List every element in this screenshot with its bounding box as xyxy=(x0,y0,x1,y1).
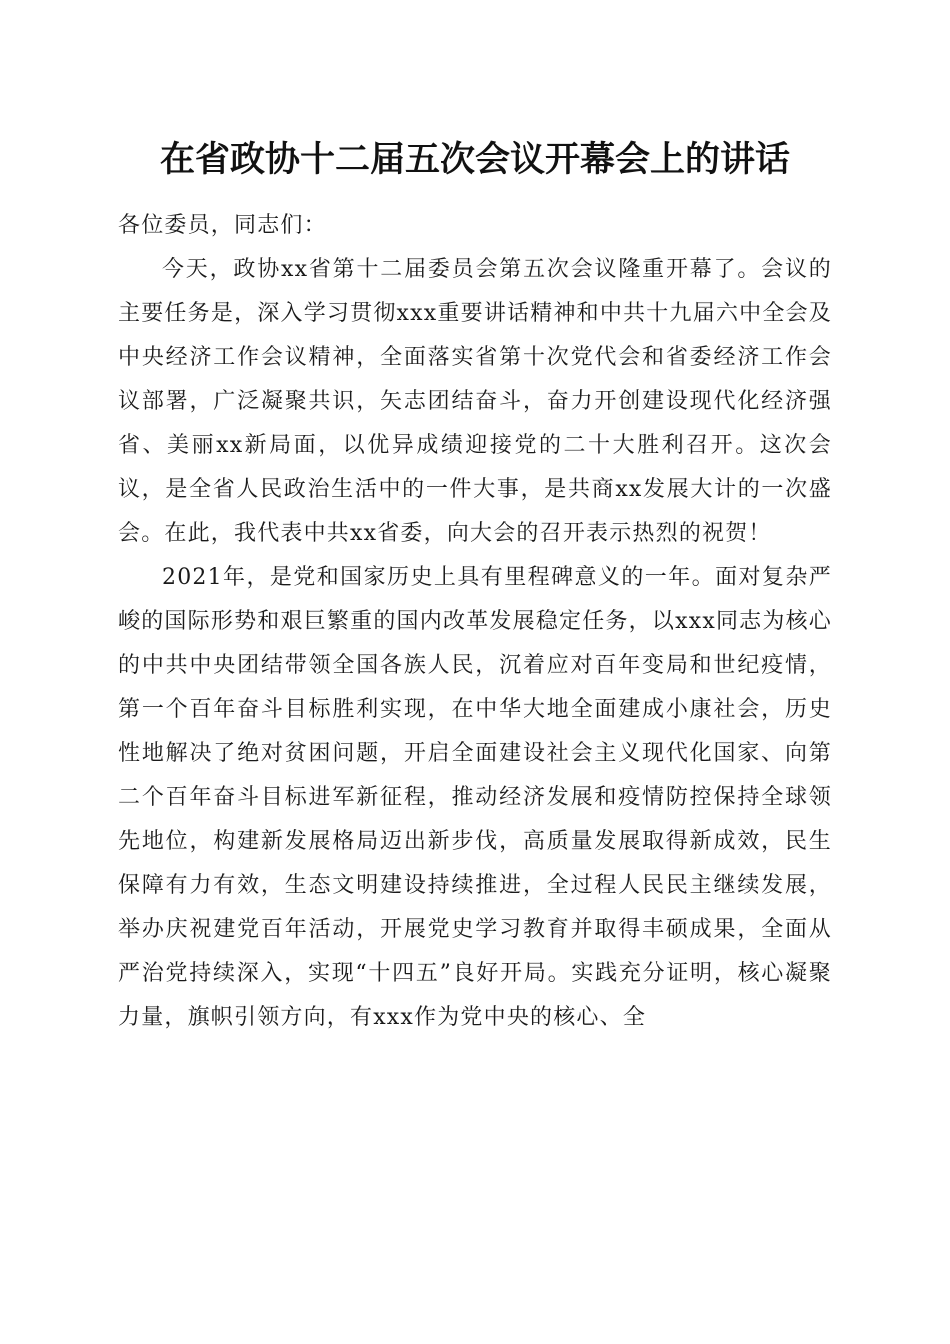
paragraph-2: 2021年，是党和国家历史上具有里程碑意义的一年。面对复杂严峻的国际形势和艰巨繁重的国内改革发展稳定任务，以xxx同志为核心的中共中央团结带领全国各族人民，沉着应对百年变局和世纪疫情，第一个百年奋斗目标胜利实现，在中华大地全面建成小康社会，历史性地解决了绝对贫困问题，开启全面建设社会主义现代化国家、向第二个百年奋斗目标进军新征程，推动经济发展和疫情防控保持全球领先地位，构建新发展格局迈出新步伐，高质量发展取得新成效，民生保障有力有效，生态文明建设持续推进，全过程人民民主继续发展，举办庆祝建党百年活动，开展党史学习教育并取得丰硕成果，全面从严治党持续深入，实现“十四五”良好开局。实践充分证明，核心凝聚力量，旗帜引领方向，有xxx作为党中央的核心、全 xyxy=(118,565,832,1030)
paragraph-1: 今天，政协xx省第十二届委员会第五次会议隆重开幕了。会议的主要任务是，深入学习贯彻xxx重要讲话精神和中共十九届六中全会及中央经济工作会议精神，全面落实省第十次党代会和省委经济工作会议部署，广泛凝聚共识，矢志团结奋斗，奋力开创建设现代化经济强省、美丽xx新局面，以优异成绩迎接党的二十大胜利召开。这次会议，是全省人民政治生活中的一件大事，是共商xx发展大计的一次盛会。在此，我代表中共xx省委，向大会的召开表示热烈的祝贺！ xyxy=(118,257,832,546)
document-title: 在省政协十二届五次会议开幕会上的讲话 xyxy=(159,139,790,180)
salutation: 各位委员，同志们： xyxy=(118,213,327,238)
document-body xyxy=(118,204,832,1040)
